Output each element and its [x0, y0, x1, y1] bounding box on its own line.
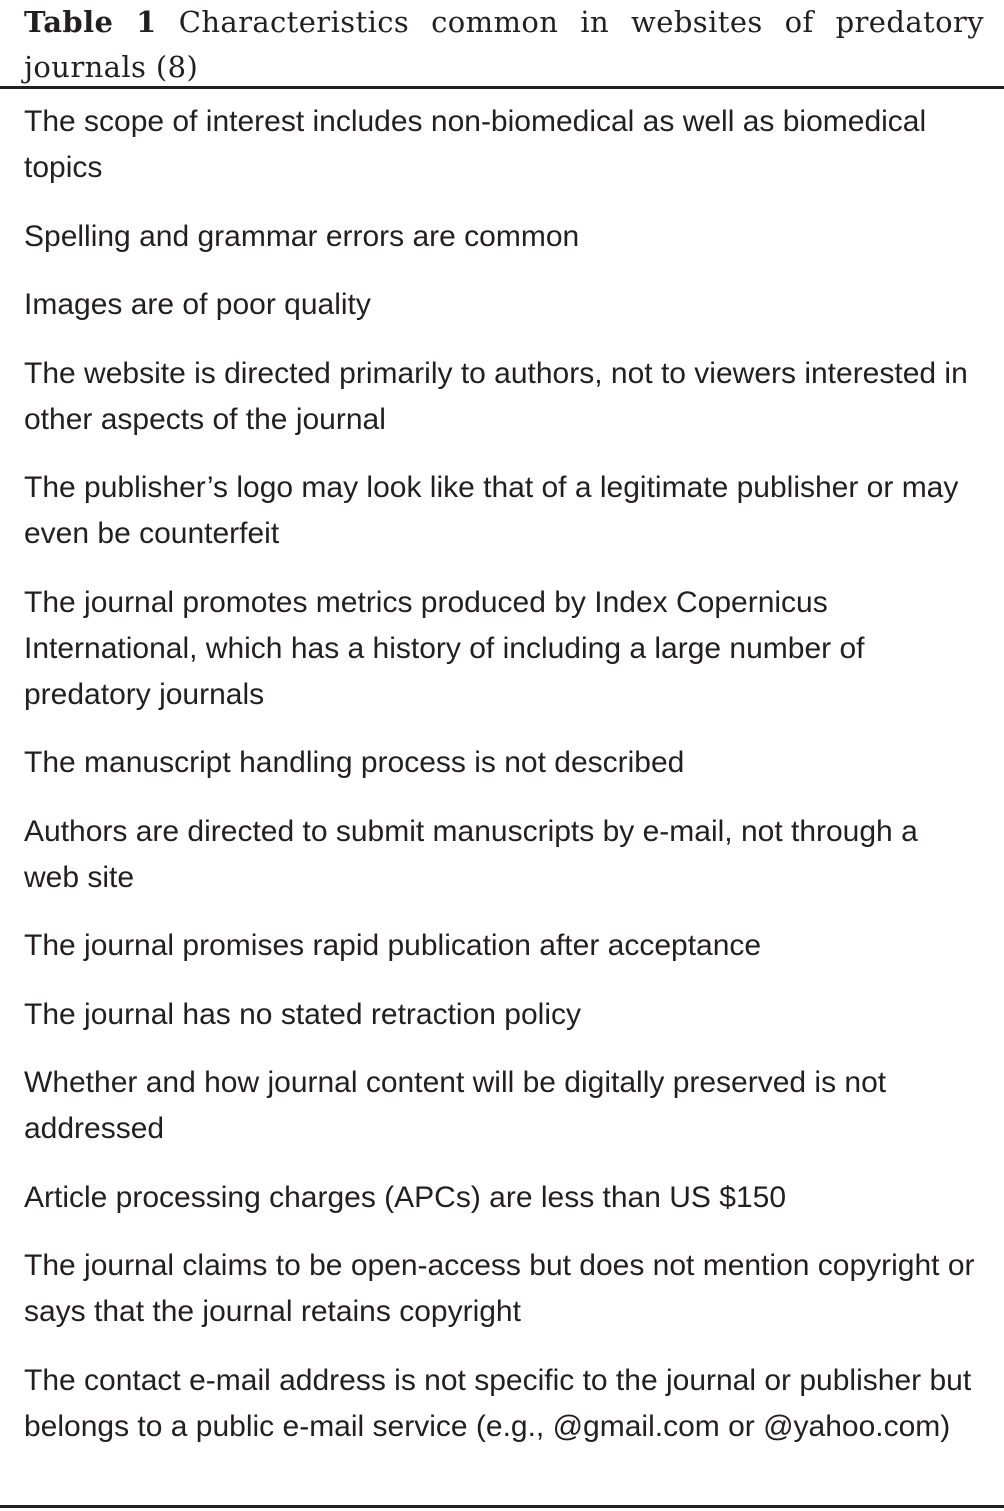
table-row: Article processing charges (APCs) are less than US $150 [24, 1180, 787, 1214]
table-row: Authors are directed to submit manuscripts by e-mail, not through a web site [24, 814, 918, 894]
table-row: The scope of interest includes non-biomedical as well as biomedical topics [24, 105, 927, 184]
table-label: Table 1 [24, 5, 157, 39]
table-title: Characteristics common in websites of predatory journals (8) [24, 5, 984, 84]
table-bottom-rule [0, 1505, 1004, 1508]
table-top-rule [0, 86, 1004, 89]
table-row: Whether and how journal content will be digitally preserved is not addressed [24, 1066, 887, 1145]
table-row: The publisher’s logo may look like that of a legitimate publisher or may even be counterfeit [24, 471, 959, 550]
table-caption [24, 0, 984, 90]
table-row: The manuscript handling process is not described [24, 746, 685, 779]
table-row: The contact e-mail address is not specific to the journal or publisher but belongs to a public e-mail service (e.g., @gmail.com or @yahoo.com) [24, 1363, 972, 1443]
table-row: Spelling and grammar errors are common [24, 219, 580, 253]
table-row: The journal claims to be open-access but does not mention copyright or says that the journal retains copyright [24, 1249, 975, 1328]
table-row: The journal promises rapid publication after acceptance [24, 929, 762, 962]
table-row: Images are of poor quality [24, 288, 371, 321]
table-row: The journal has no stated retraction policy [24, 997, 581, 1031]
table-row: The website is directed primarily to authors, not to viewers interested in other aspects of the journal [24, 356, 968, 436]
table-body [24, 99, 979, 1472]
table-row: The journal promotes metrics produced by Index Copernicus International, which has a history of including a large number of predatory journals [24, 585, 865, 711]
